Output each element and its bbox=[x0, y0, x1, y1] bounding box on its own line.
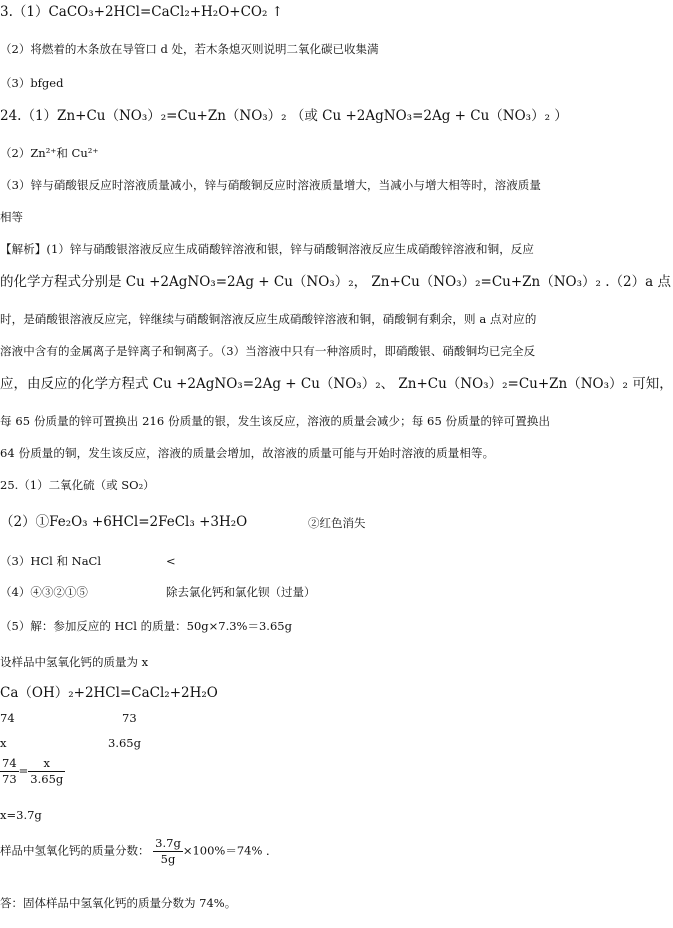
fraction-x-3.65g bbox=[28, 758, 65, 785]
solution-equation: Ca（OH）₂+2HCl=CaCl₂+2H₂O bbox=[0, 685, 218, 701]
answer-25-2-observation: ②红色消失 bbox=[308, 516, 366, 530]
answer-25-5-hcl-mass: （5）解：参加反应的 HCl 的质量：50g×7.3%＝3.65g bbox=[0, 619, 292, 633]
final-answer: 答：固体样品中氢氧化钙的质量分数为 74%。 bbox=[0, 896, 237, 910]
molar-ratio-hcl: 73 bbox=[122, 711, 137, 725]
answer-25-3-comparison: < bbox=[166, 554, 176, 568]
answer-24-2: （2）Zn²⁺和 Cu²⁺ bbox=[0, 146, 99, 160]
analysis-line-7: 64 份质量的铜，发生该反应，溶液的质量会增加，故溶液的质量可能与开始时溶液的质量相等。 bbox=[0, 446, 495, 460]
analysis-line-5: 应，由反应的化学方程式 Cu +2AgNO₃=2Ag + Cu（NO₃）₂、 Zn+Cu（NO₃）₂=Cu+Zn（NO₃）₂ 可知， bbox=[0, 376, 673, 392]
fraction-74-73 bbox=[0, 758, 19, 785]
mass-fraction-line bbox=[0, 838, 278, 865]
solution-x-result: x=3.7g bbox=[0, 808, 42, 822]
analysis-line-6: 每 65 份质量的锌可置换出 216 份质量的银，发生该反应，溶液的质量会减少；每 65 份质量的锌可置换出 bbox=[0, 414, 551, 428]
proportion-equation bbox=[0, 758, 65, 785]
analysis-line-4: 溶液中含有的金属离子是锌离子和铜离子。（3）当溶液中只有一种溶质时，即硝酸银、硝酸铜均已完全反 bbox=[0, 344, 536, 358]
analysis-line-3: 时，是硝酸银溶液反应完，锌继续与硝酸铜溶液反应生成硝酸锌溶液和铜，硝酸铜有剩余，则 a 点对应的 bbox=[0, 312, 537, 326]
answer-25-4-purpose: 除去氯化钙和氯化钡（过量） bbox=[166, 585, 316, 599]
answer-24-1: 24.（1）Zn+Cu（NO₃）₂=Cu+Zn（NO₃）₂ （或 Cu +2AgNO₃=2Ag + Cu（NO₃）₂ ） bbox=[0, 108, 568, 124]
analysis-line-1: 【解析】(1）锌与硝酸银溶液反应生成硝酸锌溶液和银，锌与硝酸铜溶液反应生成硝酸锌溶液和铜，反应 bbox=[0, 242, 534, 256]
mass-fraction-label: 样品中氢氧化钙的质量分数： bbox=[0, 843, 150, 858]
answer-23-3: （3）bfged bbox=[0, 76, 64, 90]
hcl-mass-value: 3.65g bbox=[108, 736, 141, 750]
answer-24-3: （3）锌与硝酸银反应时溶液质量减小，锌与硝酸铜反应时溶液质量增大，当减小与增大相等时，溶液质量 bbox=[0, 178, 542, 192]
answer-25-4-order: （4）④③②①⑤ bbox=[0, 585, 88, 599]
mass-fraction-result: ×100%＝74% ． bbox=[182, 843, 278, 858]
fraction-numerator: 74 bbox=[2, 756, 17, 770]
equals-sign: = bbox=[18, 763, 29, 778]
fraction-denominator: 3.65g bbox=[30, 771, 64, 786]
answer-25-2-equation: （2）①Fe₂O₃ +6HCl=2FeCl₃ +3H₂O bbox=[0, 514, 248, 530]
unknown-mass-x: x bbox=[0, 736, 7, 750]
fraction-numerator: 3.7g bbox=[155, 836, 181, 850]
fraction-3.7g-5g bbox=[153, 838, 183, 865]
answer-23-1: 3.（1）CaCO₃+2HCl=CaCl₂+H₂O+CO₂ ↑ bbox=[0, 4, 284, 20]
molar-ratio-caoh2: 74 bbox=[0, 711, 15, 725]
answer-25-3: （3）HCl 和 NaCl bbox=[0, 554, 102, 568]
answer-23-2: （2）将燃着的木条放在导管口 d 处，若木条熄灭则说明二氧化碳已收集满 bbox=[0, 42, 379, 56]
fraction-denominator: 73 bbox=[2, 771, 17, 786]
answer-25-1: 25.（1）二氧化硫（或 SO₂） bbox=[0, 478, 155, 492]
analysis-line-2: 的化学方程式分别是 Cu +2AgNO₃=2Ag + Cu（NO₃）₂， Zn+Cu（NO₃）₂=Cu+Zn（NO₃）₂ .（2）a 点 bbox=[0, 274, 671, 290]
solution-let-x: 设样品中氢氧化钙的质量为 x bbox=[0, 655, 149, 669]
fraction-numerator: x bbox=[28, 758, 65, 772]
answer-24-3-cont: 相等 bbox=[0, 210, 23, 224]
fraction-denominator: 5g bbox=[160, 851, 176, 866]
